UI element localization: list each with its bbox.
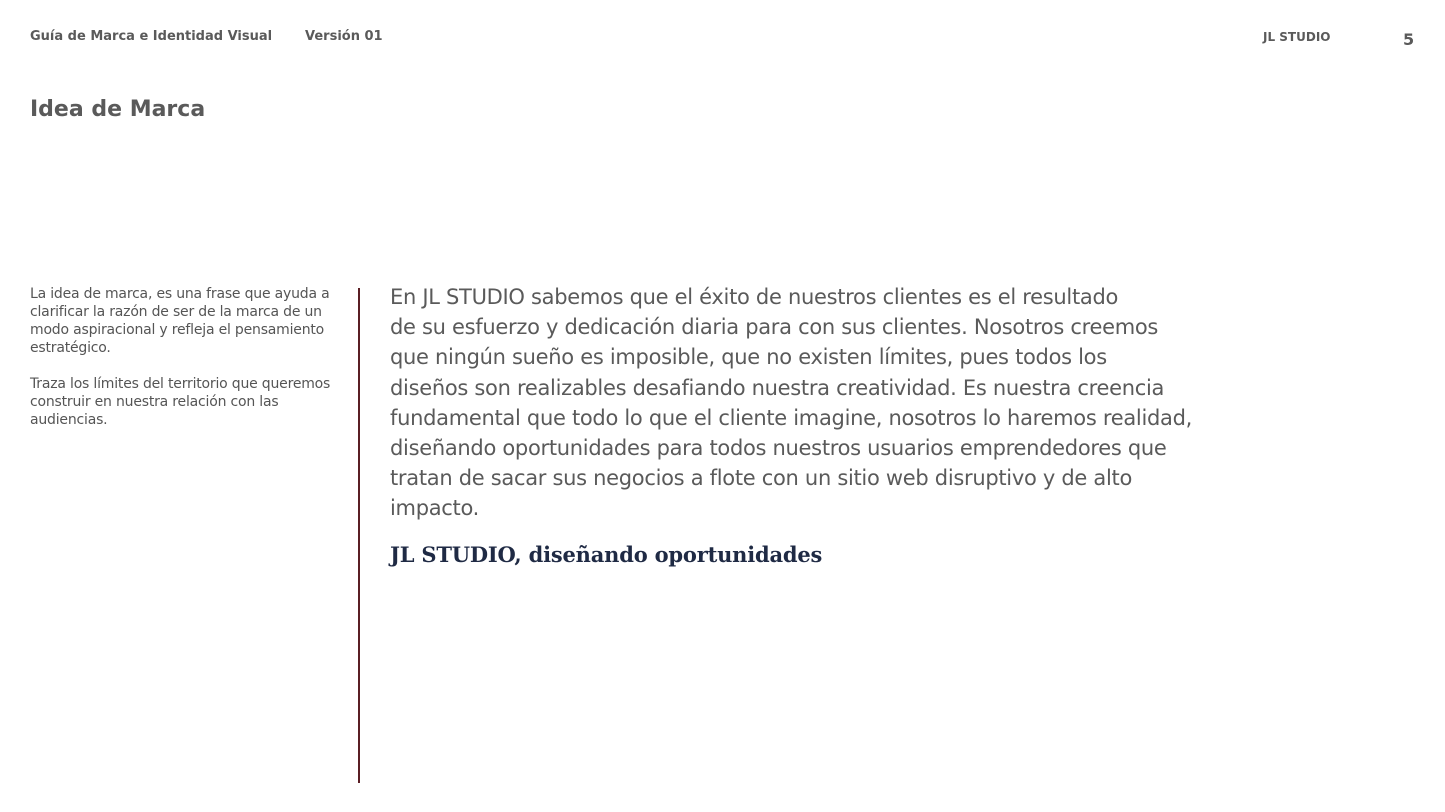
brand-name: JL STUDIO — [1263, 30, 1331, 44]
document-title: Guía de Marca e Identidad Visual — [30, 29, 273, 44]
sidebar-paragraph: La idea de marca, es una frase que ayuda a clarificar la razón de ser de la marca de un modo aspiracional y refleja el pensamiento estratégico. — [30, 286, 330, 356]
vertical-divider — [358, 288, 360, 783]
paragraph-line: En JL STUDIO sabemos que el éxito de nuestros clientes es el resultado — [390, 285, 1119, 309]
paragraph-line: tratan de sacar sus negocios a flote con un sitio web disruptivo y de alto — [390, 466, 1133, 491]
brand-tagline: JL STUDIO, diseñando oportunidades — [390, 541, 823, 567]
section-title: Idea de Marca — [30, 97, 206, 122]
brand-idea-paragraph — [390, 282, 1270, 524]
sidebar-description — [30, 285, 335, 447]
paragraph-line: fundamental que todo lo que el cliente imagine, nosotros lo haremos realidad, — [390, 405, 1192, 430]
paragraph-line: impacto. — [390, 496, 480, 521]
document-version: Versión 01 — [305, 29, 383, 44]
page-number: 5 — [1403, 30, 1415, 49]
paragraph-line: diseños son realizables desafiando nuestra creatividad. Es nuestra creencia — [390, 375, 1165, 400]
brand-idea-content — [390, 282, 1270, 567]
sidebar-paragraph: Traza los límites del territorio que queremos construir en nuestra relación con las audiencias. — [30, 376, 331, 428]
paragraph-line: diseñando oportunidades para todos nuestros usuarios emprendedores que — [390, 436, 1167, 461]
paragraph-line: de su esfuerzo y dedicación diaria para con sus clientes. Nosotros creemos — [390, 315, 1159, 340]
paragraph-line: que ningún sueño es imposible, que no existen límites, pues todos los — [390, 345, 1107, 370]
